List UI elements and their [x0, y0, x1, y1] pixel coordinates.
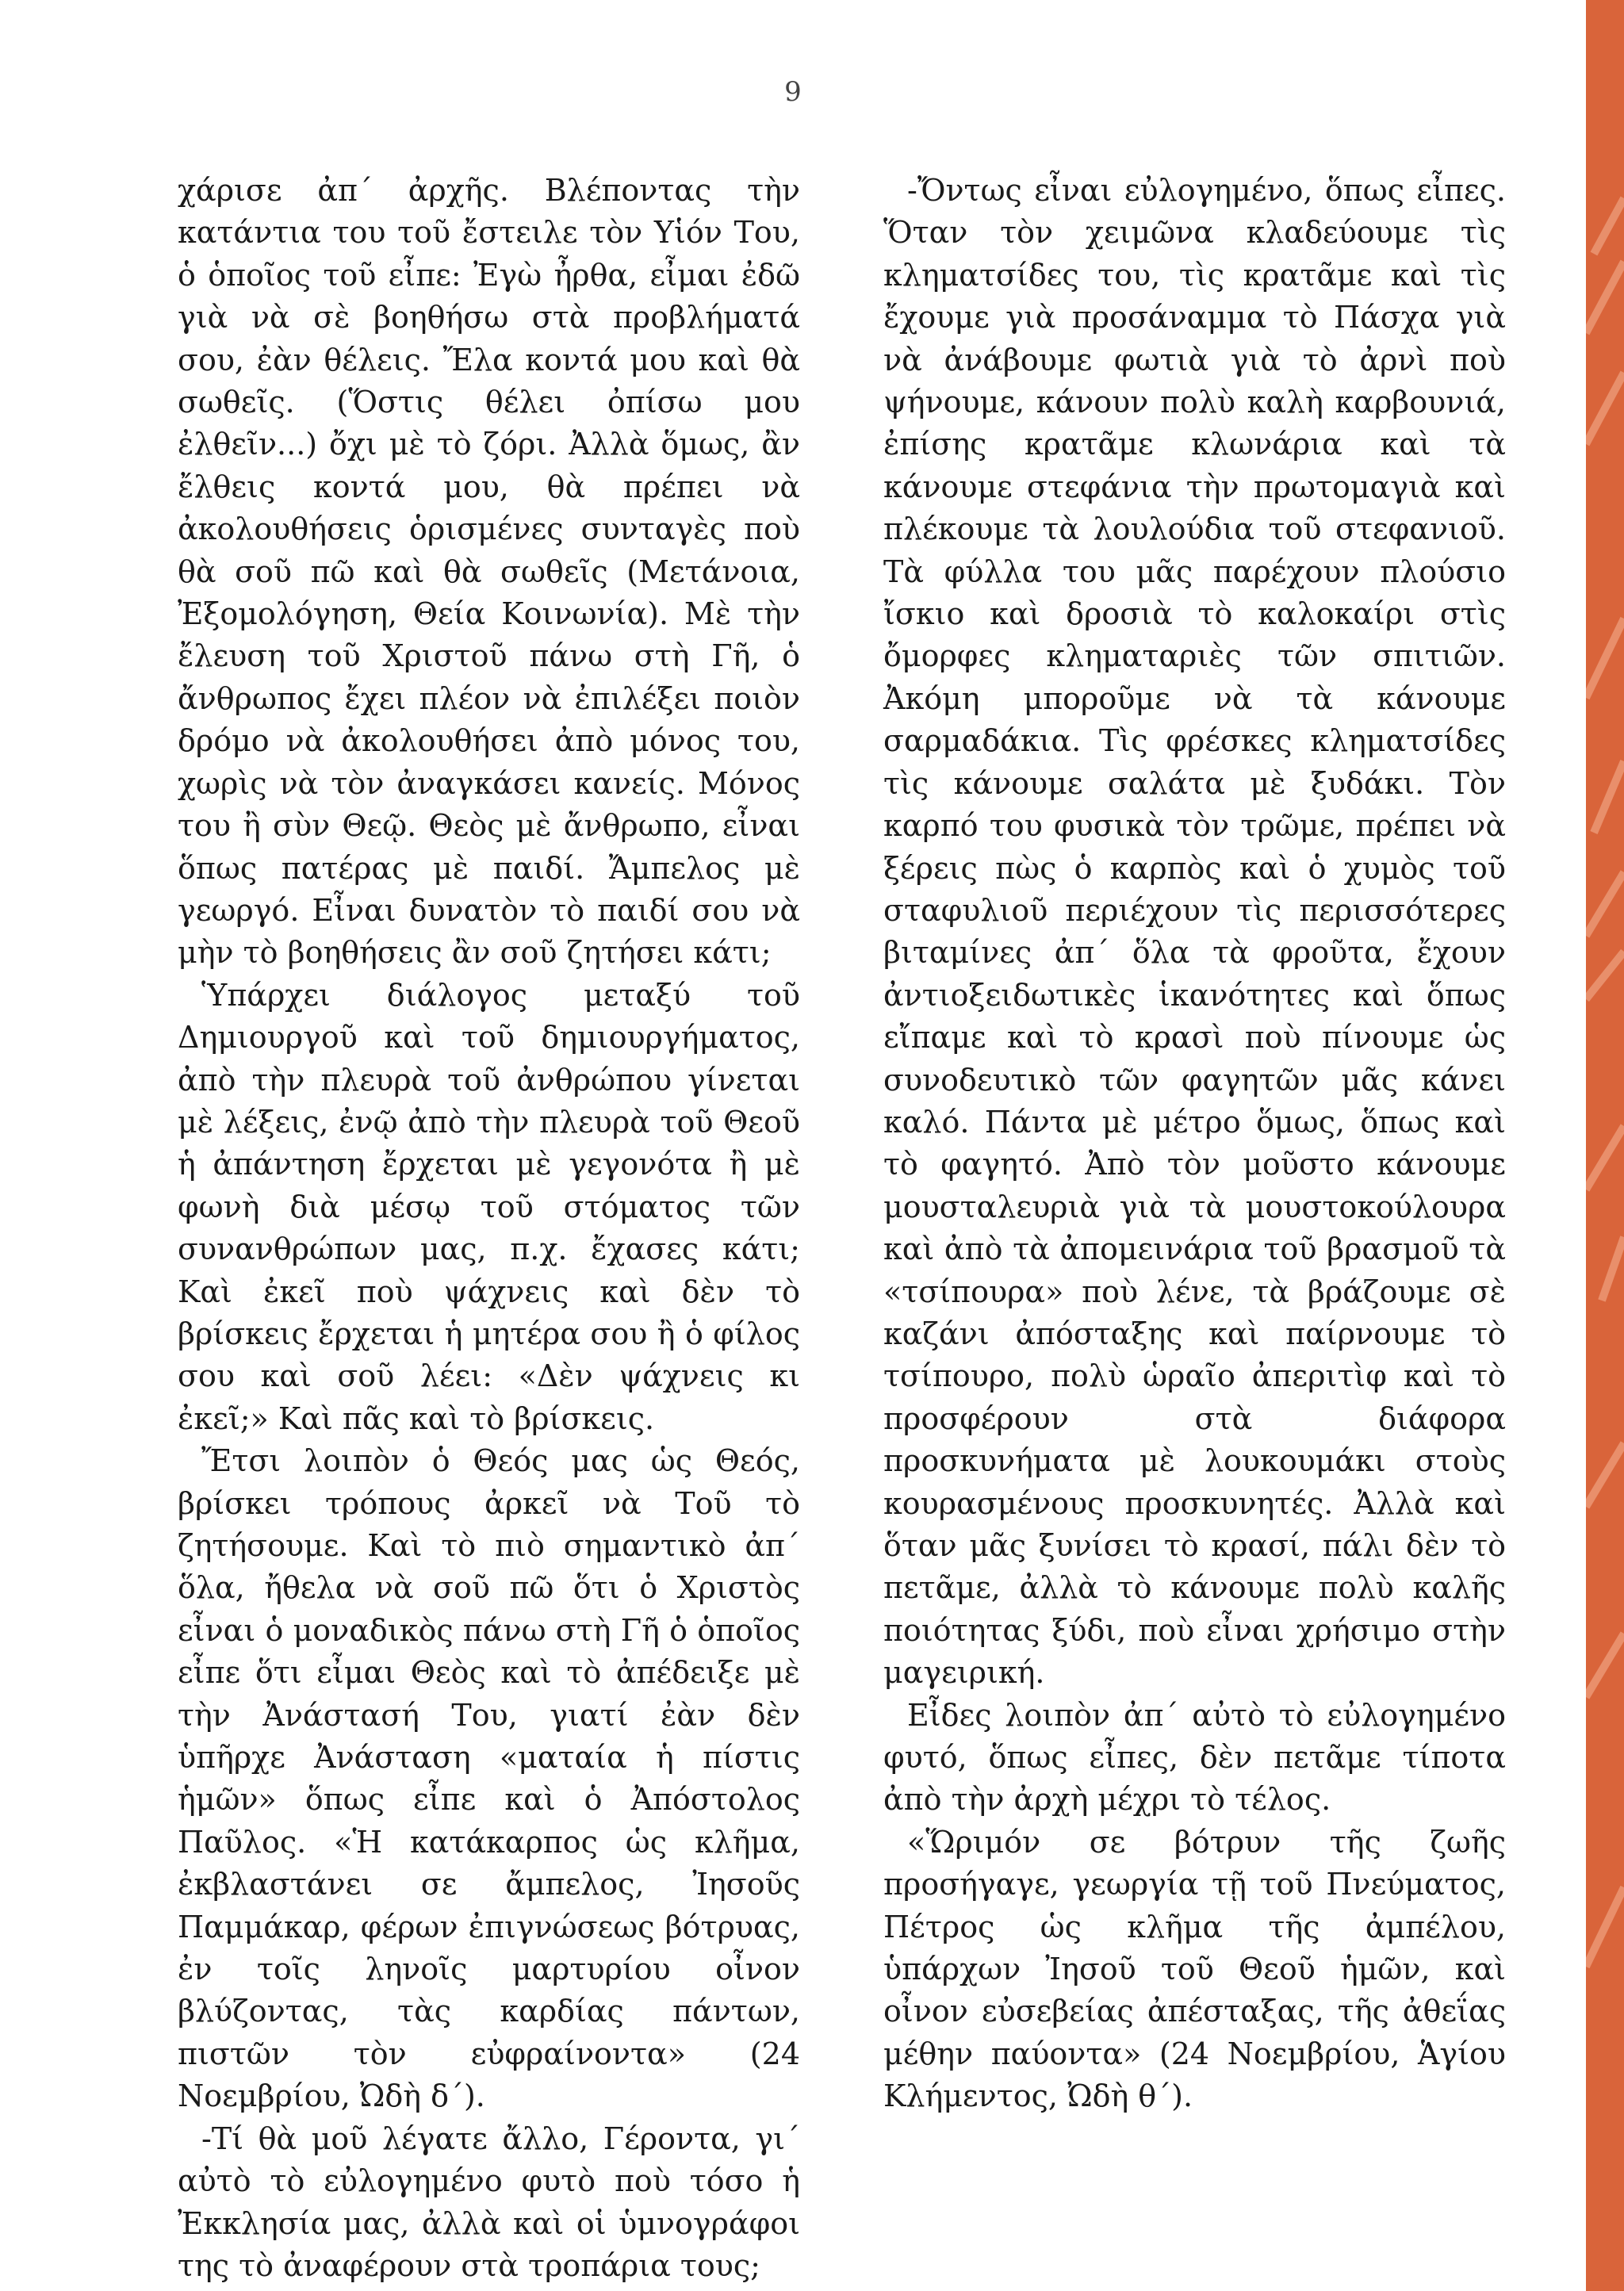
paragraph: -Τί θὰ μοῦ λέγατε ἄλλο, Γέροντα, γι΄ αὐτὸ τὸ εὐλογημένο φυτὸ ποὺ τόσο ἡ Ἐκκλησία μας, ἀλλὰ καὶ οἱ ὑμνογράφοι της τὸ ἀναφέρουν στὰ τροπάρια τους;: [178, 2121, 800, 2283]
paragraph: Ἔτσι λοιπὸν ὁ Θεός μας ὡς Θεός, βρίσκει τρόπους ἀρκεῖ νὰ Τοῦ τὸ ζητήσουμε. Καὶ τὸ πιὸ σημαντικὸ ἀπ΄ ὅλα, ἤθελα νὰ σοῦ πῶ ὅτι ὁ Χριστὸς εἶναι ὁ μοναδικὸς πάνω στὴ Γῆ ὁ ὁποῖος εἶπε ὅτι εἶμαι Θεὸς καὶ τὸ ἀπέδειξε μὲ τὴν Ἀνάστασή Του, γιατί ἐὰν δὲν ὑπῆρχε Ἀνάσταση «ματαία ἡ πίστις ἡμῶν» ὅπως εἶπε καὶ ὁ Ἀπόστολος Παῦλος. «Ἡ κατάκαρπος ὡς κλῆμα, ἐκβλαστάνει σε ἄμπελος, Ἰησοῦς Παμμάκαρ, φέρων ἐπιγνώσεως βότρυας, ἐν τοῖς ληνοῖς μαρτυρίου οἶνον βλύζοντας, τὰς καρδίας πάντων, πιστῶν τὸν εὐφραίνοντα» (24 Νοεμβρίου, Ὠδὴ δ΄).: [178, 1443, 800, 2114]
paragraph: «Ὥριμόν σε βότρυν τῆς ζωῆς προσήγαγε, γεωργία τῇ τοῦ Πνεύματος, Πέτρος ὡς κλῆμα τῆς ἀμπέλου, ὑπάρχων Ἰησοῦ τοῦ Θεοῦ ἡμῶν, καὶ οἶνον εὐσεβείας ἀπέσταξας, τῆς ἀθεΐας μέθην παύοντα» (24 Νοεμβρίου, Ἁγίου Κλήμεντος, Ὠδὴ θ΄).: [883, 1824, 1506, 2114]
paragraph: -Ὄντως εἶναι εὐλογημένο, ὅπως εἶπες. Ὅταν τὸν χειμῶνα κλαδεύουμε τὶς κληματσίδες του, τὶς κρατᾶμε καὶ τὶς ἔχουμε γιὰ προσάναμμα τὸ Πάσχα γιὰ νὰ ἀνάβουμε φωτιὰ γιὰ τὸ ἀρνὶ ποὺ ψήνουμε, κάνουν πολὺ καλὴ καρβουνιά, ἐπίσης κρατᾶμε κλωνάρια καὶ τὰ κάνουμε στεφάνια τὴν πρωτομαγιὰ καὶ πλέκουμε τὰ λουλούδια τοῦ στεφανιοῦ. Τὰ φύλλα του μᾶς παρέχουν πλούσιο ἴσκιο καὶ δροσιὰ τὸ καλοκαίρι στὶς ὄμορφες κληματαριὲς τῶν σπιτιῶν. Ἀκόμη μποροῦμε νὰ τὰ κάνουμε σαρμαδάκια. Τὶς φρέσκες κληματσίδες τὶς κάνουμε σαλάτα μὲ ξυδάκι. Τὸν καρπό του φυσικὰ τὸν τρῶμε, πρέπει νὰ ξέρεις πὼς ὁ καρπὸς καὶ ὁ χυμὸς τοῦ σταφυλιοῦ περιέχουν τὶς περισσότερες βιταμίνες ἀπ΄ ὅλα τὰ φροῦτα, ἔχουν ἀντιοξειδωτικὲς ἱκανότητες καὶ ὅπως εἴπαμε καὶ τὸ κρασὶ ποὺ πίνουμε ὡς συνοδευτικὸ τῶν φαγητῶν μᾶς κάνει καλό. Πάντα μὲ μέτρο ὅμως, ὅπως καὶ τὸ φαγητό. Ἀπὸ τὸν μοῦστο κάνουμε μουσταλευριὰ γιὰ τὰ μουστοκούλουρα καὶ ἀπὸ τὰ ἀπομεινάρια τοῦ βρασμοῦ τὰ «τσίπουρα» ποὺ λένε, τὰ βράζουμε σὲ καζάνι ἀπόσταξης καὶ παίρνουμε τὸ τσίπουρο, πολὺ ὡραῖο ἀπεριτὶφ καὶ τὸ προσφέρουν στὰ διάφορα προσκυνήματα μὲ λουκουμάκι στοὺς κουρασμένους προσκυνητές. Ἀλλὰ καὶ ὅταν μᾶς ξυνίσει τὸ κρασί, πάλι δὲν τὸ πετᾶμε, ἀλλὰ τὸ κάνουμε πολὺ καλῆς ποιότητας ξύδι, ποὺ εἶναι χρήσιμο στὴν μαγειρική.: [883, 173, 1506, 1691]
paragraph: Ὑπάρχει διάλογος μεταξύ τοῦ Δημιουργοῦ καὶ τοῦ δημιουργήματος, ἀπὸ τὴν πλευρὰ τοῦ ἀνθρώπου γίνεται μὲ λέξεις, ἐνῷ ἀπὸ τὴν πλευρὰ τοῦ Θεοῦ ἡ ἀπάντηση ἔρχεται μὲ γεγονότα ἢ μὲ φωνὴ διὰ μέσῳ τοῦ στόματος τῶν συνανθρώπων μας, π.χ. ἔχασες κάτι; Καὶ ἐκεῖ ποὺ ψάχνεις καὶ δὲν τὸ βρίσκεις ἔρχεται ἡ μητέρα σου ἢ ὁ φίλος σου καὶ σοῦ λέει: «Δὲν ψάχνεις κι ἐκεῖ;» Καὶ πᾶς καὶ τὸ βρίσκεις.: [178, 977, 800, 1436]
left-column: [178, 170, 800, 2287]
page-number: 9: [784, 76, 802, 108]
paragraph: Εἶδες λοιπὸν ἀπ΄ αὐτὸ τὸ εὐλογημένο φυτό, ὅπως εἶπες, δὲν πετᾶμε τίποτα ἀπὸ τὴν ἀρχὴ μέχρι τὸ τέλος.: [883, 1697, 1506, 1818]
decorative-side-band: [1586, 0, 1624, 2291]
right-column: [883, 170, 1506, 2118]
paragraph: χάρισε ἀπ΄ ἀρχῆς. Βλέποντας τὴν κατάντια του τοῦ ἔστειλε τὸν Υἱόν Του, ὁ ὁποῖος τοῦ εἶπε: Ἐγὼ ἦρθα, εἶμαι ἐδῶ γιὰ νὰ σὲ βοηθήσω στὰ προβλήματά σου, ἐὰν θέλεις. Ἔλα κοντά μου καὶ θὰ σωθεῖς. (Ὅστις θέλει ὀπίσω μου ἐλθεῖν...) ὄχι μὲ τὸ ζόρι. Ἀλλὰ ὅμως, ἂν ἔλθεις κοντά μου, θὰ πρέπει νὰ ἀκολουθήσεις ὁρισμένες συνταγὲς ποὺ θὰ σοῦ πῶ καὶ θὰ σωθεῖς (Μετάνοια, Ἐξομολόγηση, Θεία Κοινωνία). Μὲ τὴν ἔλευση τοῦ Χριστοῦ πάνω στὴ Γῆ, ὁ ἄνθρωπος ἔχει πλέον νὰ ἐπιλέξει ποιὸν δρόμο νὰ ἀκολουθήσει ἀπὸ μόνος του, χωρὶς νὰ τὸν ἀναγκάσει κανείς. Μόνος του ἢ σὺν Θεῷ. Θεὸς μὲ ἄνθρωπο, εἶναι ὅπως πατέρας μὲ παιδί. Ἄμπελος μὲ γεωργό. Εἶναι δυνατὸν τὸ παιδί σου νὰ μὴν τὸ βοηθήσεις ἂν σοῦ ζητήσει κάτι;: [178, 173, 800, 971]
decorative-pattern: [1586, 0, 1624, 2291]
